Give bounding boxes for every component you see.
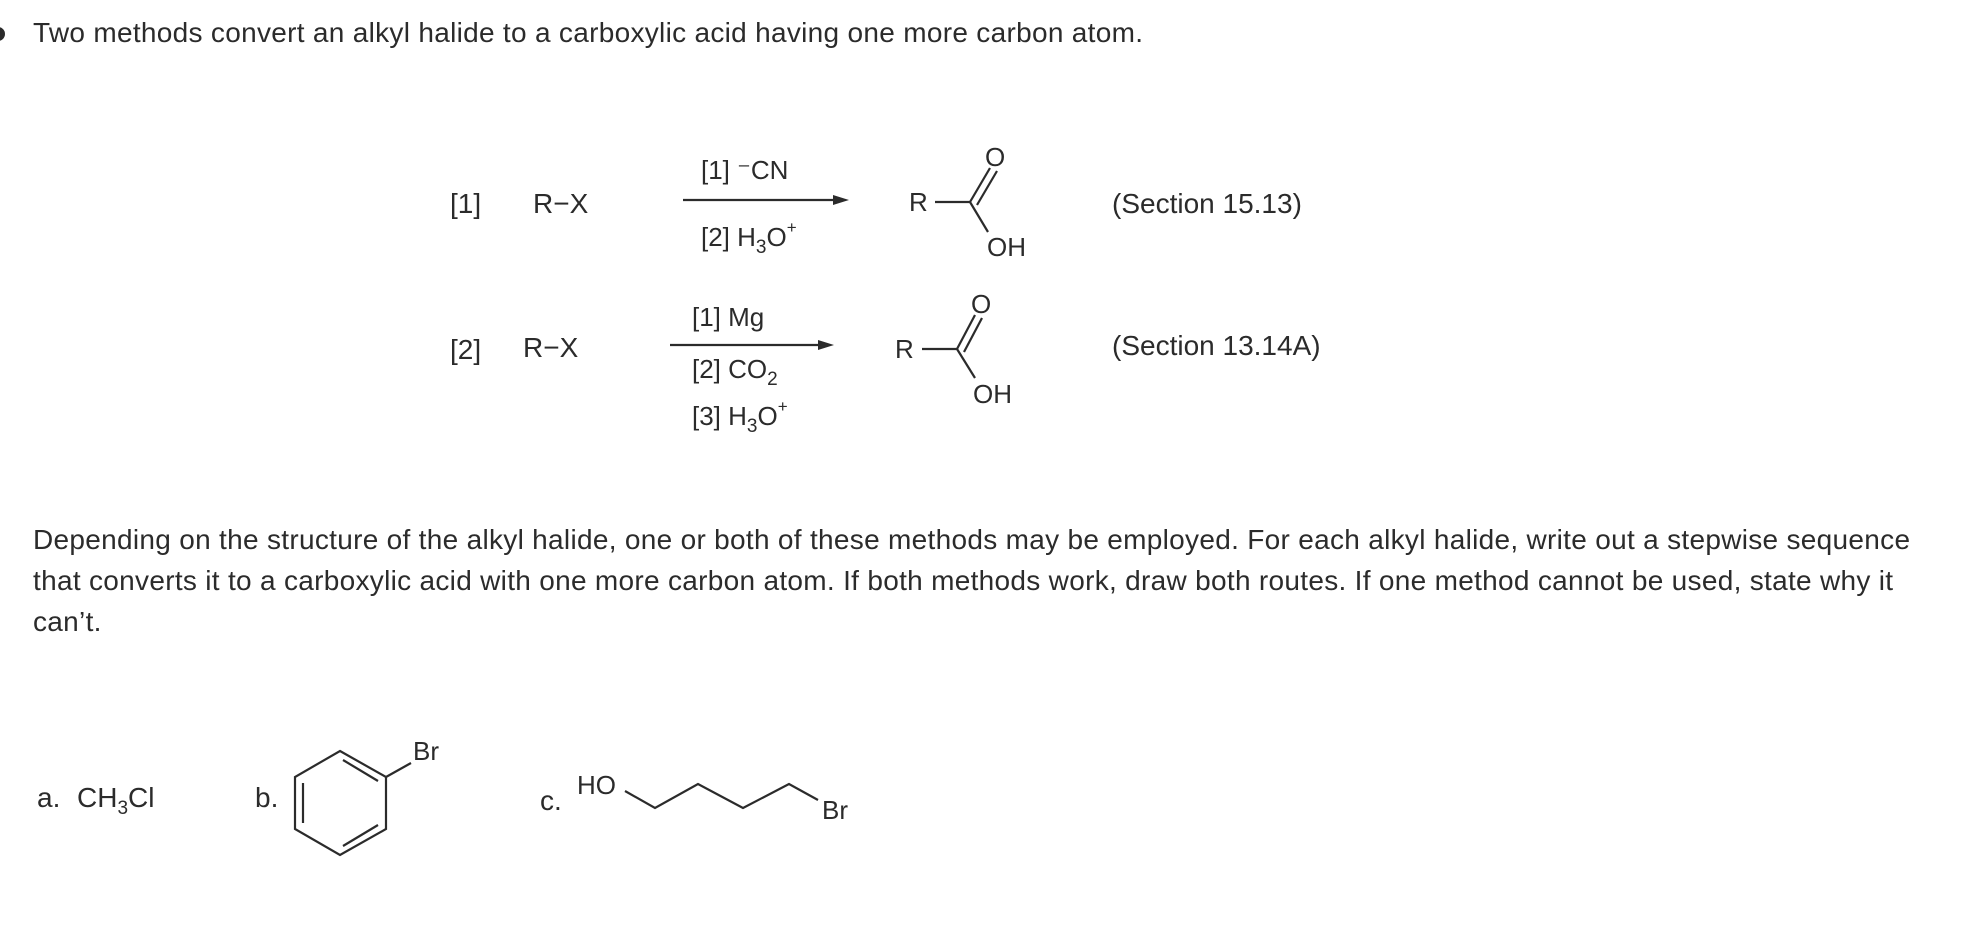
method1-reagent-top: [1] ⁻CN [701, 155, 789, 185]
method2-reagent-1: [1] Mg [692, 302, 765, 332]
method1-reaction-arrow [683, 195, 849, 205]
method2-product-o: O [971, 289, 992, 319]
part-b-br: Br [413, 736, 439, 766]
method2-reactant: R−X [523, 332, 579, 363]
method1-label: [1] [450, 188, 482, 219]
part-c-label: c. [540, 785, 562, 816]
part-c-ho: HO [577, 770, 616, 800]
part-c-br: Br [822, 795, 848, 825]
part-c-bromobutanol [577, 770, 848, 825]
part-a-label: a. [37, 782, 61, 813]
method1-product-oh: OH [987, 232, 1026, 262]
method2-product-r: R [895, 334, 914, 364]
intro-text: Two methods convert an alkyl halide to a carboxylic acid having one more carbon atom. [33, 17, 1144, 48]
method2-reagent-2: [2] $CO_2$ [692, 354, 778, 390]
method1-product-r: R [909, 187, 928, 217]
method1-section-ref: (Section 15.13) [1112, 188, 1302, 219]
method2-reaction-arrow [670, 340, 834, 350]
method1-product-o: O [985, 142, 1006, 172]
part-b-bromobenzene [295, 736, 439, 855]
question-text: Depending on the structure of the alkyl halide, one or both of these methods may be employed. For each alkyl halide, write out a stepwise sequence that converts it to a carboxylic acid with one more carbon atom. If both methods work, draw both routes. If one method cannot be used, state why it can’t. [33, 524, 1911, 637]
part-b-label: b. [255, 782, 279, 813]
method2-section-ref: (Section 13.14A) [1112, 330, 1321, 361]
method2-label: [2] [450, 334, 482, 365]
method1-reagent-bottom: [2] $H_3O^+$ [701, 218, 797, 258]
method2-product-structure [895, 289, 1012, 409]
method1-product-structure [909, 142, 1026, 262]
method1-reactant: R−X [533, 188, 589, 219]
method2-product-oh: OH [973, 379, 1012, 409]
part-a-formula: $CH_3Cl$ [77, 782, 155, 819]
method2-reagent-3: [3] $H_3O^+$ [692, 397, 788, 437]
